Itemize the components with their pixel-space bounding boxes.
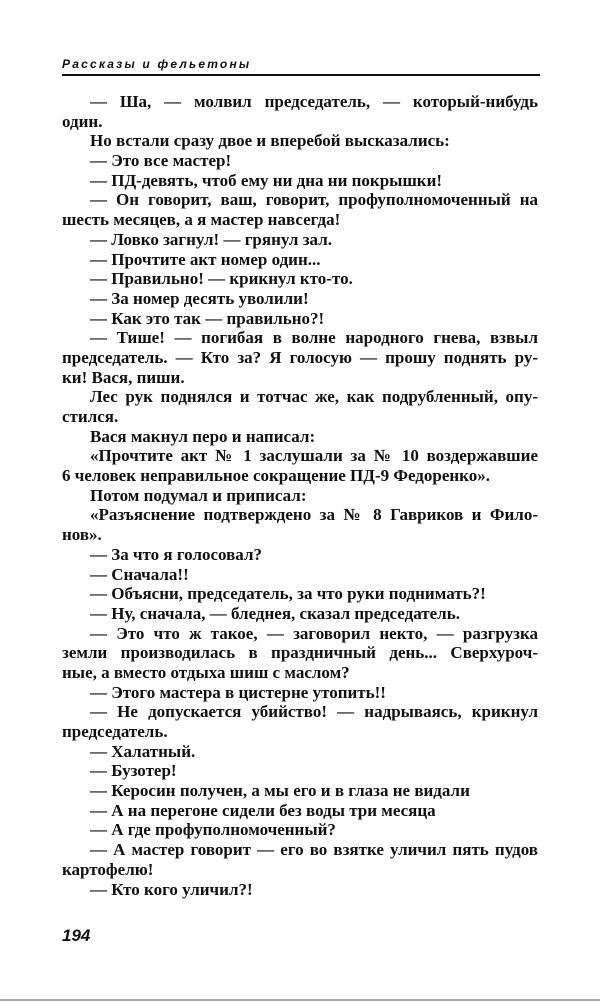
text-line: — Кто кого уличил?! — [90, 879, 253, 899]
text-line: — ПД-девять, чтоб ему ни дна ни покрышки! — [90, 170, 443, 190]
text-line: председатель. — [62, 722, 168, 741]
text-line: ные, а вместо отдыха шиш с маслом? — [62, 662, 350, 682]
text-line: — А на перегоне сидели без воды три месяца — [90, 800, 436, 820]
text-line: — Халатный. — [90, 741, 196, 761]
text-line: нов». — [62, 525, 102, 545]
text-line: — За что я голосовал? — [90, 544, 262, 564]
text-line: земли производилась в праздничный день... Сверхуроч- — [62, 643, 538, 663]
text-line: — Прочтите акт номер один... — [90, 249, 321, 269]
text-line: — А где профуполномоченный? — [90, 820, 336, 840]
text-line: ки! Вася, пиши. — [62, 367, 185, 387]
running-head: Рассказы и фельетоны — [62, 57, 540, 76]
text-line: — Ловко загнул! — грянул зал. — [90, 229, 332, 249]
text-line: — За номер десять уволили! — [90, 288, 309, 308]
text-line: Лес рук поднялся и тотчас же, как подрубленный, опу- — [90, 387, 538, 407]
text-line: — Тише! — погибая в волне народного гнева, взвыл — [90, 328, 538, 348]
text-line: «Разъяснение подтверждено за № 8 Гавриков и Фило- — [90, 505, 538, 525]
text-line: — Ну, сначала, — бледнея, сказал председатель. — [90, 603, 460, 623]
text-line: — Объясни, председатель, за что руки поднимать?! — [90, 584, 486, 604]
text-line: шесть месяцев, а я мастер навсегда! — [62, 210, 341, 230]
text-line: — Ша, — молвил председатель, — который-нибудь — [90, 92, 538, 111]
body-text — [62, 92, 538, 899]
bottom-divider — [0, 999, 600, 1001]
text-line: — Сначала!! — [90, 564, 189, 584]
page-number: 194 — [62, 926, 91, 945]
text-line: картофелю! — [62, 859, 154, 879]
text-line: — Этого мастера в цистерне утопить!! — [90, 682, 386, 702]
text-line: Вася макнул перо и написал: — [90, 426, 316, 446]
text-line: — Это все мастер! — [90, 151, 232, 171]
text-line: — А мастер говорит — его во взятке уличил пять пудов — [90, 840, 538, 860]
text-line: «Прочтите акт № 1 заслушали за № 10 воздержавшие — [90, 446, 538, 466]
text-line: — Это что ж такое, — заговорил некто, — разгрузка — [90, 623, 538, 643]
text-line: — Он говорит, ваш, говорит, профуполномоченный на — [90, 190, 538, 210]
text-line: Но встали сразу двое и вперебой высказались: — [90, 131, 450, 151]
text-line: — Не допускается убийство! — надрываясь, крикнул — [90, 702, 538, 722]
text-line: один. — [62, 111, 103, 131]
text-line: — Правильно! — крикнул кто-то. — [90, 269, 353, 289]
text-line: Потом подумал и приписал: — [90, 485, 307, 505]
text-line: 6 человек неправильное сокращение ПД-9 Федоренко». — [62, 466, 490, 486]
text-line: — Как это так — правильно?! — [90, 308, 325, 328]
text-line: — Керосин получен, а мы его и в глаза не видали — [90, 781, 470, 801]
text-line: председатель. — Кто за? Я голосую — прошу поднять ру- — [62, 347, 538, 367]
text-line: стился. — [62, 407, 119, 426]
text-line: — Бузотер! — [90, 761, 177, 781]
